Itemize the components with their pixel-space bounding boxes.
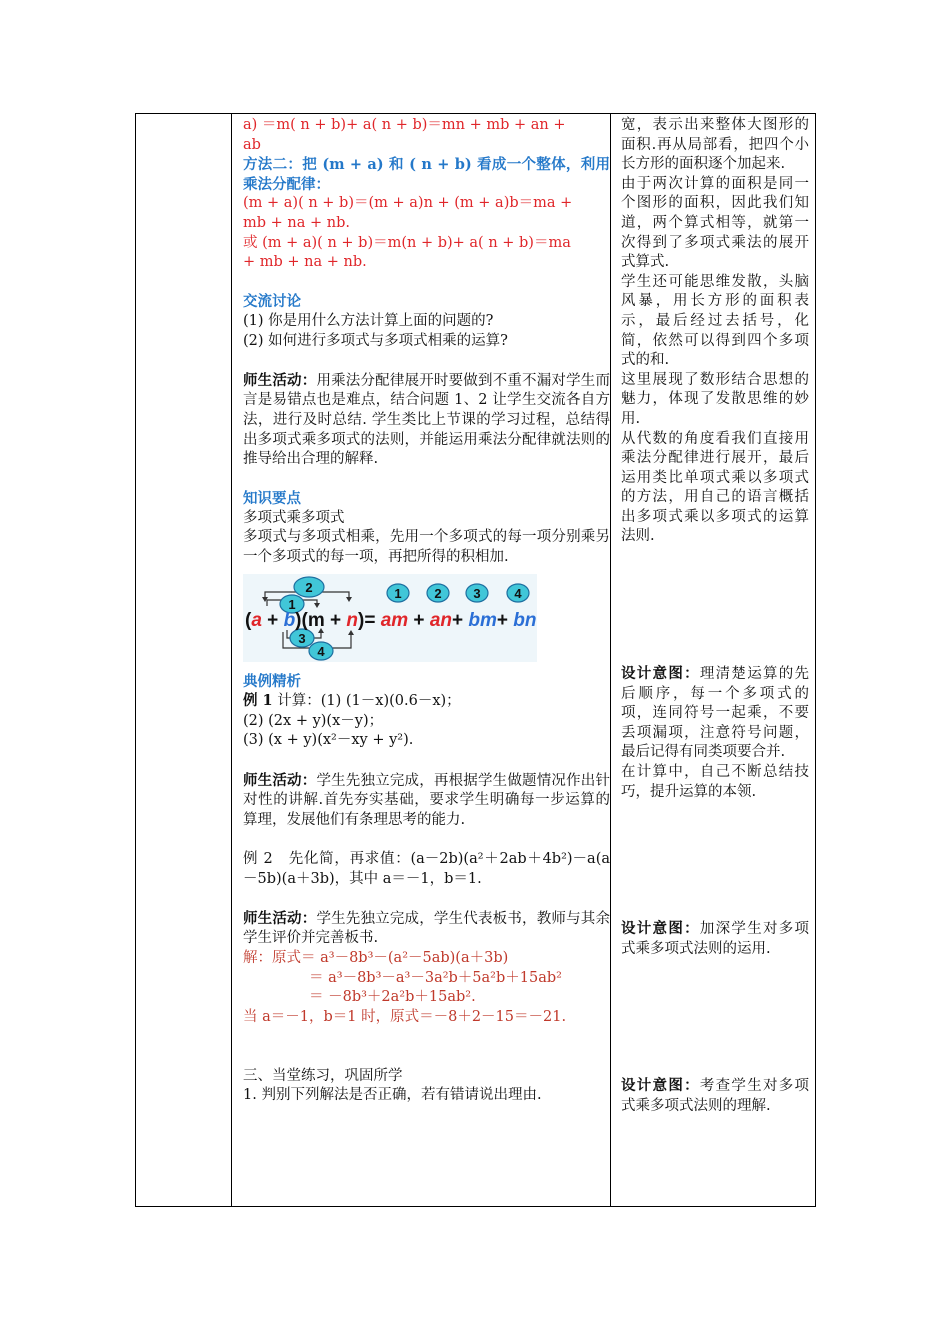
num-term-2: 2 (434, 585, 442, 601)
method3-line3: 或 (m + a)( n + b)＝m(n + b)+ a( n + b)＝ma (243, 234, 571, 251)
diagram-equation: (a + b)(m + n)= am + an+ bm+ bn (245, 609, 537, 631)
knowledge-title: 知识要点 (243, 490, 301, 508)
example-1-q3: (3) (x + y)(x²－xy + y²). (243, 732, 414, 749)
design-intent-2: 设计意图：加深学生对多项式乘多项式法则的运用. (621, 920, 810, 957)
example-2: 例 2 先化简，再求值：(a－2b)(a²＋2ab＋4b²)－a(a－5b)(a＋3b)，其中 a＝－1，b＝1. (243, 851, 610, 887)
section-3-question-1: 1. 判别下列解法是否正确，若有错请说出理由. (243, 1087, 542, 1104)
num-2: 2 (305, 579, 313, 595)
example-title: 典例精析 (243, 672, 301, 690)
right-column (621, 116, 809, 1117)
solution-line-3: ＝ －8b³＋2a²b＋15ab². (309, 989, 476, 1006)
activity-2: 师生活动：学生先独立完成，再根据学生做题情况作出针对性的讲解.首先夯实基础，要求学生明确每一步运算的算理，发展他们有条理思考的能力. (243, 771, 610, 828)
design-intent-1: 设计意图：理清楚运算的先后顺序，每一个多项式的项，连同符号一起乘，不要丢项漏项，注意符号问题，最后记得有同类项要合并. (621, 665, 810, 761)
note-5: 从代数的角度看我们直接用乘法分配律进行展开，最后运用类比单项式乘以多项式的方法，用自己的语言概括出多项式乘以多项式的运算法则. (621, 430, 809, 545)
num-4: 4 (317, 643, 325, 659)
multiplication-diagram (243, 574, 537, 662)
num-3: 3 (298, 630, 306, 646)
solution-line-2: ＝ a³－8b³－a³－3a²b＋5a²b＋15ab² (309, 969, 562, 986)
discuss-question-2: (2) 如何进行多项式与多项式相乘的运算? (243, 332, 508, 349)
knowledge-subtitle: 多项式乘多项式 (243, 509, 345, 526)
lesson-table (135, 113, 816, 1207)
solution-line-1: 解：原式＝ a³－8b³－(a²－5ab)(a＋3b) (243, 949, 509, 966)
example-1-q1: 例 1 计算：(1) (1－x)(0.6－x)； (243, 692, 461, 710)
design-intent-1-extra: 在计算中，自己不断总结技巧，提升运算的本领. (621, 764, 809, 800)
method2-line2: ab (243, 136, 261, 153)
example-1-q2: (2) (2x + y)(x－y)； (243, 712, 384, 729)
column-divider-1 (231, 114, 232, 1206)
activity-1-text: 用乘法分配律展开时要做到不重不漏对学生而言是易错点也是难点，结合问题 1、2 让学生交流各自方法，进行及时总结. 学生类比上节课的学习过程，总结得出多项式乘多项式的法则，并能运用乘法分配律就法则的推导给出合理的解释. (243, 372, 610, 468)
section-3-title: 三、当堂练习，巩固所学 (243, 1067, 403, 1084)
method3-line2: mb + na + nb. (243, 214, 350, 231)
activity-1 (243, 371, 610, 470)
design-intent-3: 设计意图：考查学生对多项式乘多项式法则的理解. (621, 1077, 810, 1114)
discuss-question-1: (1) 你是用什么方法计算上面的问题的? (243, 312, 494, 329)
method3-heading: 方法二：把 (m + a) 和 ( n + b) 看成一个整体，利用乘法分配律： (243, 156, 610, 193)
num-term-4: 4 (514, 585, 522, 601)
solution-line-4: 当 a＝－1，b＝1 时，原式＝－8＋2－15＝－21. (243, 1008, 567, 1025)
activity-3: 师生活动：学生先独立完成，学生代表板书，教师与其余学生评价并完善板书. (243, 909, 610, 947)
note-1: 宽，表示出来整体大图形的面积.再从局部看，把四个小长方形的面积逐个加起来. (621, 117, 809, 173)
note-2: 由于两次计算的面积是同一个图形的面积，因此我们知道，两个算式相等，就第一次得到了多项式乘法的展开式算式. (621, 175, 809, 271)
discuss-title: 交流讨论 (243, 293, 301, 311)
note-3: 学生还可能思维发散，头脑风暴，用长方形的面积表示，最后经过去括号，化简，依然可以得到四个多项式的和. (621, 273, 809, 369)
note-4: 这里展现了数形结合思想的魅力，体现了发散思维的妙用. (621, 371, 809, 427)
method2-line1: a) ＝m( n + b)+ a( n + b)＝mn + mb + an + (243, 117, 566, 133)
num-term-3: 3 (473, 585, 481, 601)
method3-line1: (m + a)( n + b)＝(m + a)n + (m + a)b＝ma + (243, 195, 573, 212)
num-term-1: 1 (394, 585, 402, 601)
column-divider-2 (610, 114, 611, 1206)
knowledge-text: 多项式与多项式相乘，先用一个多项式的每一项分别乘另一个多项式的每一项，再把所得的积相加. (243, 529, 610, 566)
num-1: 1 (288, 596, 296, 612)
activity-1-label: 师生活动： (243, 371, 317, 389)
main-column (243, 116, 610, 1106)
method3-line4: + mb + na + nb. (243, 254, 367, 271)
